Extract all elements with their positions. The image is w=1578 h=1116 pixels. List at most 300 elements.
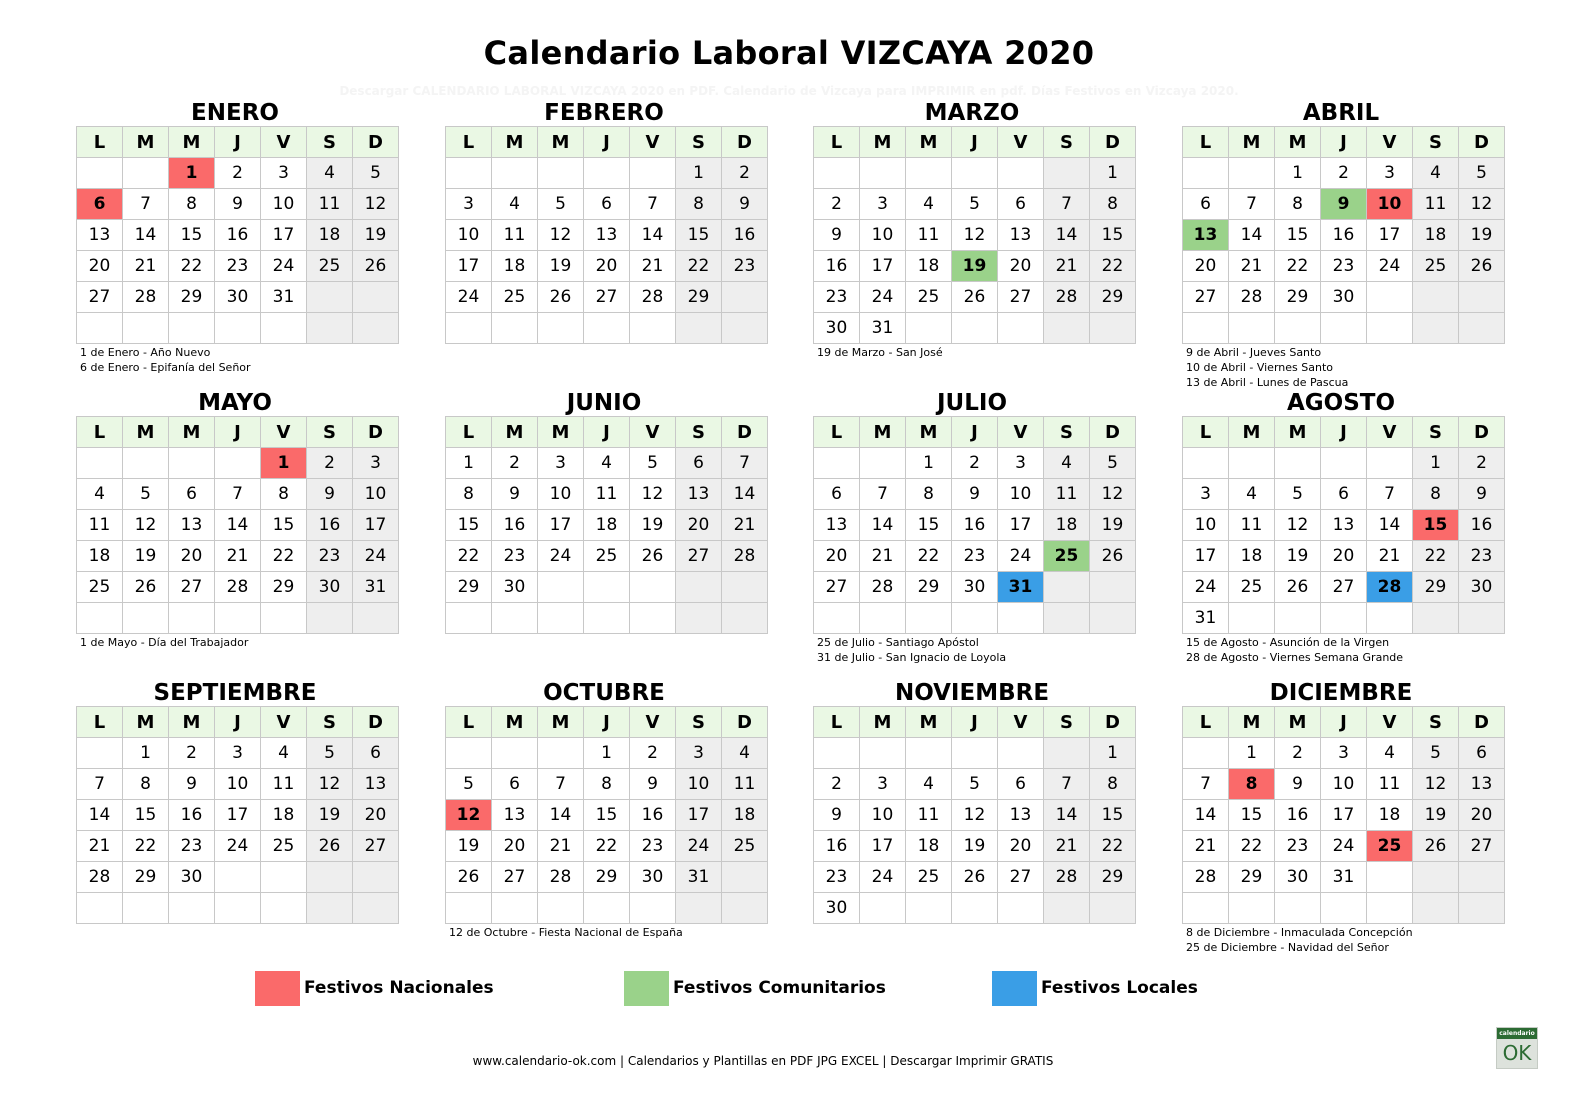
week-row	[814, 738, 1136, 769]
day-cell: 11	[722, 769, 768, 800]
week-row	[1183, 541, 1505, 572]
week-row	[446, 313, 768, 344]
day-cell: 13	[77, 220, 123, 251]
day-cell: 11	[492, 220, 538, 251]
week-row	[814, 479, 1136, 510]
day-cell: 16	[1321, 220, 1367, 251]
week-row	[77, 831, 399, 862]
weekday-header: J	[952, 707, 998, 738]
weekday-header: J	[215, 707, 261, 738]
day-cell: 8	[676, 189, 722, 220]
month-table	[813, 706, 1136, 924]
day-cell: 10	[215, 769, 261, 800]
empty-day-cell	[538, 738, 584, 769]
day-cell: 19	[1413, 800, 1459, 831]
empty-day-cell	[1367, 282, 1413, 313]
week-row	[1183, 510, 1505, 541]
empty-day-cell	[538, 313, 584, 344]
day-cell: 28	[722, 541, 768, 572]
empty-day-cell	[1183, 738, 1229, 769]
day-cell: 1	[1090, 158, 1136, 189]
day-cell: 27	[584, 282, 630, 313]
empty-day-cell	[722, 603, 768, 634]
week-row	[814, 510, 1136, 541]
holiday-day-cell: 12	[446, 800, 492, 831]
day-cell: 28	[1183, 862, 1229, 893]
month-name: DICIEMBRE	[1269, 680, 1413, 706]
empty-day-cell	[1229, 893, 1275, 924]
day-cell: 14	[215, 510, 261, 541]
holiday-note: 8 de Diciembre - Inmaculada Concepción	[1186, 926, 1413, 939]
empty-day-cell	[998, 603, 1044, 634]
empty-day-cell	[538, 893, 584, 924]
day-cell: 26	[952, 862, 998, 893]
holiday-note: 1 de Mayo - Día del Trabajador	[80, 636, 249, 649]
day-cell: 26	[538, 282, 584, 313]
day-cell: 7	[1044, 189, 1090, 220]
weekday-header: M	[538, 127, 584, 158]
day-cell: 16	[952, 510, 998, 541]
empty-day-cell	[676, 893, 722, 924]
day-cell: 8	[446, 479, 492, 510]
weekday-header: D	[722, 127, 768, 158]
week-row	[77, 572, 399, 603]
day-cell: 11	[1413, 189, 1459, 220]
empty-day-cell	[492, 738, 538, 769]
holiday-day-cell: 6	[77, 189, 123, 220]
weekday-header: J	[1321, 417, 1367, 448]
week-row	[446, 800, 768, 831]
day-cell: 19	[353, 220, 399, 251]
empty-day-cell	[1183, 448, 1229, 479]
weekday-header: M	[906, 707, 952, 738]
weekday-header-row	[814, 417, 1136, 448]
day-cell: 21	[1183, 831, 1229, 862]
weekday-header: S	[1044, 127, 1090, 158]
day-cell: 8	[1413, 479, 1459, 510]
page-subtitle: Descargar CALENDARIO LABORAL VIZCAYA 2020 en PDF. Calendario de Vizcaya para IMPRIMIR en pdf. Días Festivos en Vizcaya 2020.	[339, 84, 1239, 98]
empty-day-cell	[123, 448, 169, 479]
day-cell: 14	[538, 800, 584, 831]
weekday-header: L	[446, 417, 492, 448]
weekday-header: L	[77, 127, 123, 158]
holiday-day-cell: 31	[998, 572, 1044, 603]
day-cell: 30	[169, 862, 215, 893]
weekday-header: M	[860, 127, 906, 158]
weekday-header: M	[169, 127, 215, 158]
day-cell: 23	[492, 541, 538, 572]
day-cell: 17	[1183, 541, 1229, 572]
holiday-notes	[813, 345, 1131, 360]
day-cell: 7	[1044, 769, 1090, 800]
weekday-header: V	[630, 417, 676, 448]
empty-day-cell	[1321, 313, 1367, 344]
empty-day-cell	[307, 282, 353, 313]
day-cell: 22	[169, 251, 215, 282]
day-cell: 13	[1459, 769, 1505, 800]
footer-text[interactable]: www.calendario-ok.com | Calendarios y Plantillas en PDF JPG EXCEL | Descargar Imprimir GRATIS	[472, 1054, 1054, 1068]
week-row	[1183, 800, 1505, 831]
month-name: MARZO	[924, 100, 1020, 126]
empty-day-cell	[814, 603, 860, 634]
day-cell: 18	[722, 800, 768, 831]
day-cell: 6	[1183, 189, 1229, 220]
empty-day-cell	[722, 282, 768, 313]
week-row	[446, 738, 768, 769]
day-cell: 29	[1229, 862, 1275, 893]
day-cell: 9	[722, 189, 768, 220]
day-cell: 11	[906, 800, 952, 831]
day-cell: 22	[1275, 251, 1321, 282]
empty-day-cell	[860, 738, 906, 769]
day-cell: 26	[952, 282, 998, 313]
day-cell: 9	[814, 800, 860, 831]
day-cell: 8	[261, 479, 307, 510]
week-row	[814, 251, 1136, 282]
empty-day-cell	[492, 313, 538, 344]
empty-day-cell	[814, 448, 860, 479]
day-cell: 18	[77, 541, 123, 572]
empty-day-cell	[169, 893, 215, 924]
weekday-header: M	[1229, 417, 1275, 448]
day-cell: 25	[906, 282, 952, 313]
week-row	[814, 158, 1136, 189]
day-cell: 24	[860, 282, 906, 313]
day-cell: 22	[906, 541, 952, 572]
day-cell: 6	[998, 769, 1044, 800]
weekday-header: D	[353, 707, 399, 738]
day-cell: 9	[1459, 479, 1505, 510]
calendario-ok-logo[interactable]	[1496, 1027, 1538, 1069]
empty-day-cell	[1044, 313, 1090, 344]
holiday-note: 28 de Agosto - Viernes Semana Grande	[1186, 651, 1404, 664]
day-cell: 21	[860, 541, 906, 572]
day-cell: 29	[446, 572, 492, 603]
empty-day-cell	[584, 893, 630, 924]
legend-comunitario-label: Festivos Comunitarios	[673, 978, 886, 998]
week-row	[814, 893, 1136, 924]
day-cell: 27	[353, 831, 399, 862]
empty-day-cell	[814, 738, 860, 769]
day-cell: 17	[998, 510, 1044, 541]
empty-day-cell	[215, 893, 261, 924]
month-table	[1182, 706, 1505, 924]
empty-day-cell	[860, 158, 906, 189]
empty-day-cell	[1459, 282, 1505, 313]
day-cell: 24	[1321, 831, 1367, 862]
holiday-note: 25 de Julio - Santiago Apóstol	[817, 636, 979, 649]
week-row	[446, 769, 768, 800]
day-cell: 27	[676, 541, 722, 572]
day-cell: 21	[630, 251, 676, 282]
empty-day-cell	[860, 893, 906, 924]
empty-day-cell	[1367, 893, 1413, 924]
empty-day-cell	[906, 158, 952, 189]
day-cell: 29	[584, 862, 630, 893]
day-cell: 29	[123, 862, 169, 893]
empty-day-cell	[1275, 313, 1321, 344]
day-cell: 4	[906, 769, 952, 800]
day-cell: 29	[1090, 282, 1136, 313]
month-febrero	[445, 100, 763, 345]
empty-day-cell	[169, 448, 215, 479]
day-cell: 16	[492, 510, 538, 541]
day-cell: 12	[1459, 189, 1505, 220]
day-cell: 27	[998, 862, 1044, 893]
day-cell: 11	[1229, 510, 1275, 541]
day-cell: 15	[906, 510, 952, 541]
weekday-header: J	[215, 127, 261, 158]
day-cell: 10	[353, 479, 399, 510]
day-cell: 20	[353, 800, 399, 831]
weekday-header: S	[1044, 707, 1090, 738]
week-row	[77, 738, 399, 769]
day-cell: 20	[77, 251, 123, 282]
empty-day-cell	[584, 158, 630, 189]
day-cell: 30	[1321, 282, 1367, 313]
weekday-header: M	[123, 707, 169, 738]
day-cell: 3	[676, 738, 722, 769]
day-cell: 17	[353, 510, 399, 541]
day-cell: 10	[860, 800, 906, 831]
day-cell: 6	[1321, 479, 1367, 510]
weekday-header: V	[261, 127, 307, 158]
day-cell: 6	[676, 448, 722, 479]
day-cell: 29	[906, 572, 952, 603]
holiday-note: 13 de Abril - Lunes de Pascua	[1186, 376, 1349, 389]
week-row	[1183, 738, 1505, 769]
day-cell: 24	[860, 862, 906, 893]
day-cell: 3	[538, 448, 584, 479]
holiday-notes	[76, 635, 394, 650]
day-cell: 16	[215, 220, 261, 251]
day-cell: 1	[676, 158, 722, 189]
weekday-header: J	[952, 417, 998, 448]
day-cell: 12	[353, 189, 399, 220]
week-row	[1183, 862, 1505, 893]
empty-day-cell	[630, 603, 676, 634]
day-cell: 7	[538, 769, 584, 800]
day-cell: 1	[1413, 448, 1459, 479]
day-cell: 19	[1459, 220, 1505, 251]
empty-day-cell	[1229, 603, 1275, 634]
day-cell: 20	[1459, 800, 1505, 831]
holiday-note: 1 de Enero - Año Nuevo	[80, 346, 211, 359]
day-cell: 21	[1044, 831, 1090, 862]
day-cell: 7	[1183, 769, 1229, 800]
week-row	[446, 448, 768, 479]
weekday-header: L	[77, 417, 123, 448]
day-cell: 13	[492, 800, 538, 831]
day-cell: 29	[1413, 572, 1459, 603]
month-table	[813, 126, 1136, 344]
day-cell: 1	[123, 738, 169, 769]
day-cell: 29	[1275, 282, 1321, 313]
day-cell: 24	[215, 831, 261, 862]
empty-day-cell	[538, 572, 584, 603]
day-cell: 30	[307, 572, 353, 603]
weekday-header: J	[1321, 707, 1367, 738]
month-name: SEPTIEMBRE	[153, 680, 317, 706]
empty-day-cell	[630, 313, 676, 344]
day-cell: 29	[169, 282, 215, 313]
day-cell: 27	[1321, 572, 1367, 603]
day-cell: 23	[1459, 541, 1505, 572]
empty-day-cell	[1044, 738, 1090, 769]
week-row	[1183, 893, 1505, 924]
weekday-header: J	[215, 417, 261, 448]
day-cell: 19	[630, 510, 676, 541]
day-cell: 28	[123, 282, 169, 313]
month-mayo	[76, 390, 394, 650]
day-cell: 13	[676, 479, 722, 510]
day-cell: 3	[353, 448, 399, 479]
day-cell: 4	[77, 479, 123, 510]
empty-day-cell	[307, 313, 353, 344]
day-cell: 8	[169, 189, 215, 220]
week-row	[446, 220, 768, 251]
day-cell: 28	[77, 862, 123, 893]
day-cell: 7	[123, 189, 169, 220]
empty-day-cell	[77, 603, 123, 634]
empty-day-cell	[215, 448, 261, 479]
weekday-header-row	[446, 417, 768, 448]
day-cell: 10	[261, 189, 307, 220]
empty-day-cell	[446, 313, 492, 344]
day-cell: 10	[538, 479, 584, 510]
day-cell: 10	[446, 220, 492, 251]
day-cell: 25	[722, 831, 768, 862]
day-cell: 20	[998, 251, 1044, 282]
weekday-header: L	[1183, 707, 1229, 738]
day-cell: 18	[1044, 510, 1090, 541]
weekday-header: M	[1275, 127, 1321, 158]
day-cell: 13	[169, 510, 215, 541]
day-cell: 20	[584, 251, 630, 282]
day-cell: 30	[1275, 862, 1321, 893]
month-table	[813, 416, 1136, 634]
day-cell: 16	[169, 800, 215, 831]
month-name: AGOSTO	[1286, 390, 1396, 416]
day-cell: 30	[952, 572, 998, 603]
week-row	[1183, 251, 1505, 282]
weekday-header: L	[814, 417, 860, 448]
day-cell: 2	[722, 158, 768, 189]
day-cell: 18	[1367, 800, 1413, 831]
day-cell: 5	[353, 158, 399, 189]
day-cell: 12	[538, 220, 584, 251]
day-cell: 3	[1321, 738, 1367, 769]
day-cell: 14	[1044, 800, 1090, 831]
weekday-header: J	[584, 707, 630, 738]
week-row	[77, 448, 399, 479]
empty-day-cell	[1275, 603, 1321, 634]
day-cell: 5	[1275, 479, 1321, 510]
holiday-note: 15 de Agosto - Asunción de la Virgen	[1186, 636, 1390, 649]
day-cell: 6	[1459, 738, 1505, 769]
empty-day-cell	[952, 893, 998, 924]
month-table	[1182, 126, 1505, 344]
day-cell: 30	[215, 282, 261, 313]
weekday-header: D	[1090, 417, 1136, 448]
empty-day-cell	[676, 572, 722, 603]
week-row	[814, 831, 1136, 862]
day-cell: 5	[446, 769, 492, 800]
day-cell: 10	[1321, 769, 1367, 800]
weekday-header: V	[998, 417, 1044, 448]
day-cell: 7	[1367, 479, 1413, 510]
empty-day-cell	[952, 738, 998, 769]
empty-day-cell	[1413, 603, 1459, 634]
empty-day-cell	[307, 862, 353, 893]
day-cell: 2	[1459, 448, 1505, 479]
day-cell: 10	[1183, 510, 1229, 541]
day-cell: 3	[446, 189, 492, 220]
day-cell: 31	[353, 572, 399, 603]
weekday-header: M	[492, 417, 538, 448]
day-cell: 19	[538, 251, 584, 282]
day-cell: 27	[998, 282, 1044, 313]
day-cell: 3	[261, 158, 307, 189]
empty-day-cell	[814, 158, 860, 189]
day-cell: 23	[952, 541, 998, 572]
day-cell: 15	[1090, 220, 1136, 251]
day-cell: 15	[584, 800, 630, 831]
weekday-header: L	[77, 707, 123, 738]
weekday-header: S	[1413, 127, 1459, 158]
week-row	[446, 893, 768, 924]
day-cell: 19	[1090, 510, 1136, 541]
day-cell: 24	[353, 541, 399, 572]
holiday-notes	[76, 345, 394, 375]
week-row	[814, 572, 1136, 603]
day-cell: 3	[215, 738, 261, 769]
empty-day-cell	[998, 738, 1044, 769]
weekday-header: D	[353, 127, 399, 158]
day-cell: 16	[307, 510, 353, 541]
day-cell: 1	[446, 448, 492, 479]
empty-day-cell	[1413, 862, 1459, 893]
day-cell: 4	[261, 738, 307, 769]
empty-day-cell	[722, 572, 768, 603]
weekday-header: D	[1459, 127, 1505, 158]
day-cell: 2	[492, 448, 538, 479]
logo-ok-text: OK	[1502, 1041, 1532, 1065]
weekday-header: L	[814, 707, 860, 738]
empty-day-cell	[492, 893, 538, 924]
week-row	[1183, 769, 1505, 800]
week-row	[446, 189, 768, 220]
day-cell: 8	[906, 479, 952, 510]
empty-day-cell	[906, 738, 952, 769]
weekday-header: D	[1090, 707, 1136, 738]
day-cell: 2	[1321, 158, 1367, 189]
weekday-header: S	[676, 707, 722, 738]
holiday-day-cell: 25	[1044, 541, 1090, 572]
holiday-notes	[1182, 345, 1500, 390]
empty-day-cell	[630, 572, 676, 603]
day-cell: 12	[1413, 769, 1459, 800]
legend-local-swatch	[992, 971, 1037, 1006]
day-cell: 17	[446, 251, 492, 282]
weekday-header: M	[1275, 417, 1321, 448]
week-row	[814, 800, 1136, 831]
weekday-header-row	[1183, 707, 1505, 738]
weekday-header-row	[77, 707, 399, 738]
empty-day-cell	[1367, 862, 1413, 893]
legend-local-label: Festivos Locales	[1041, 978, 1198, 998]
week-row	[77, 158, 399, 189]
